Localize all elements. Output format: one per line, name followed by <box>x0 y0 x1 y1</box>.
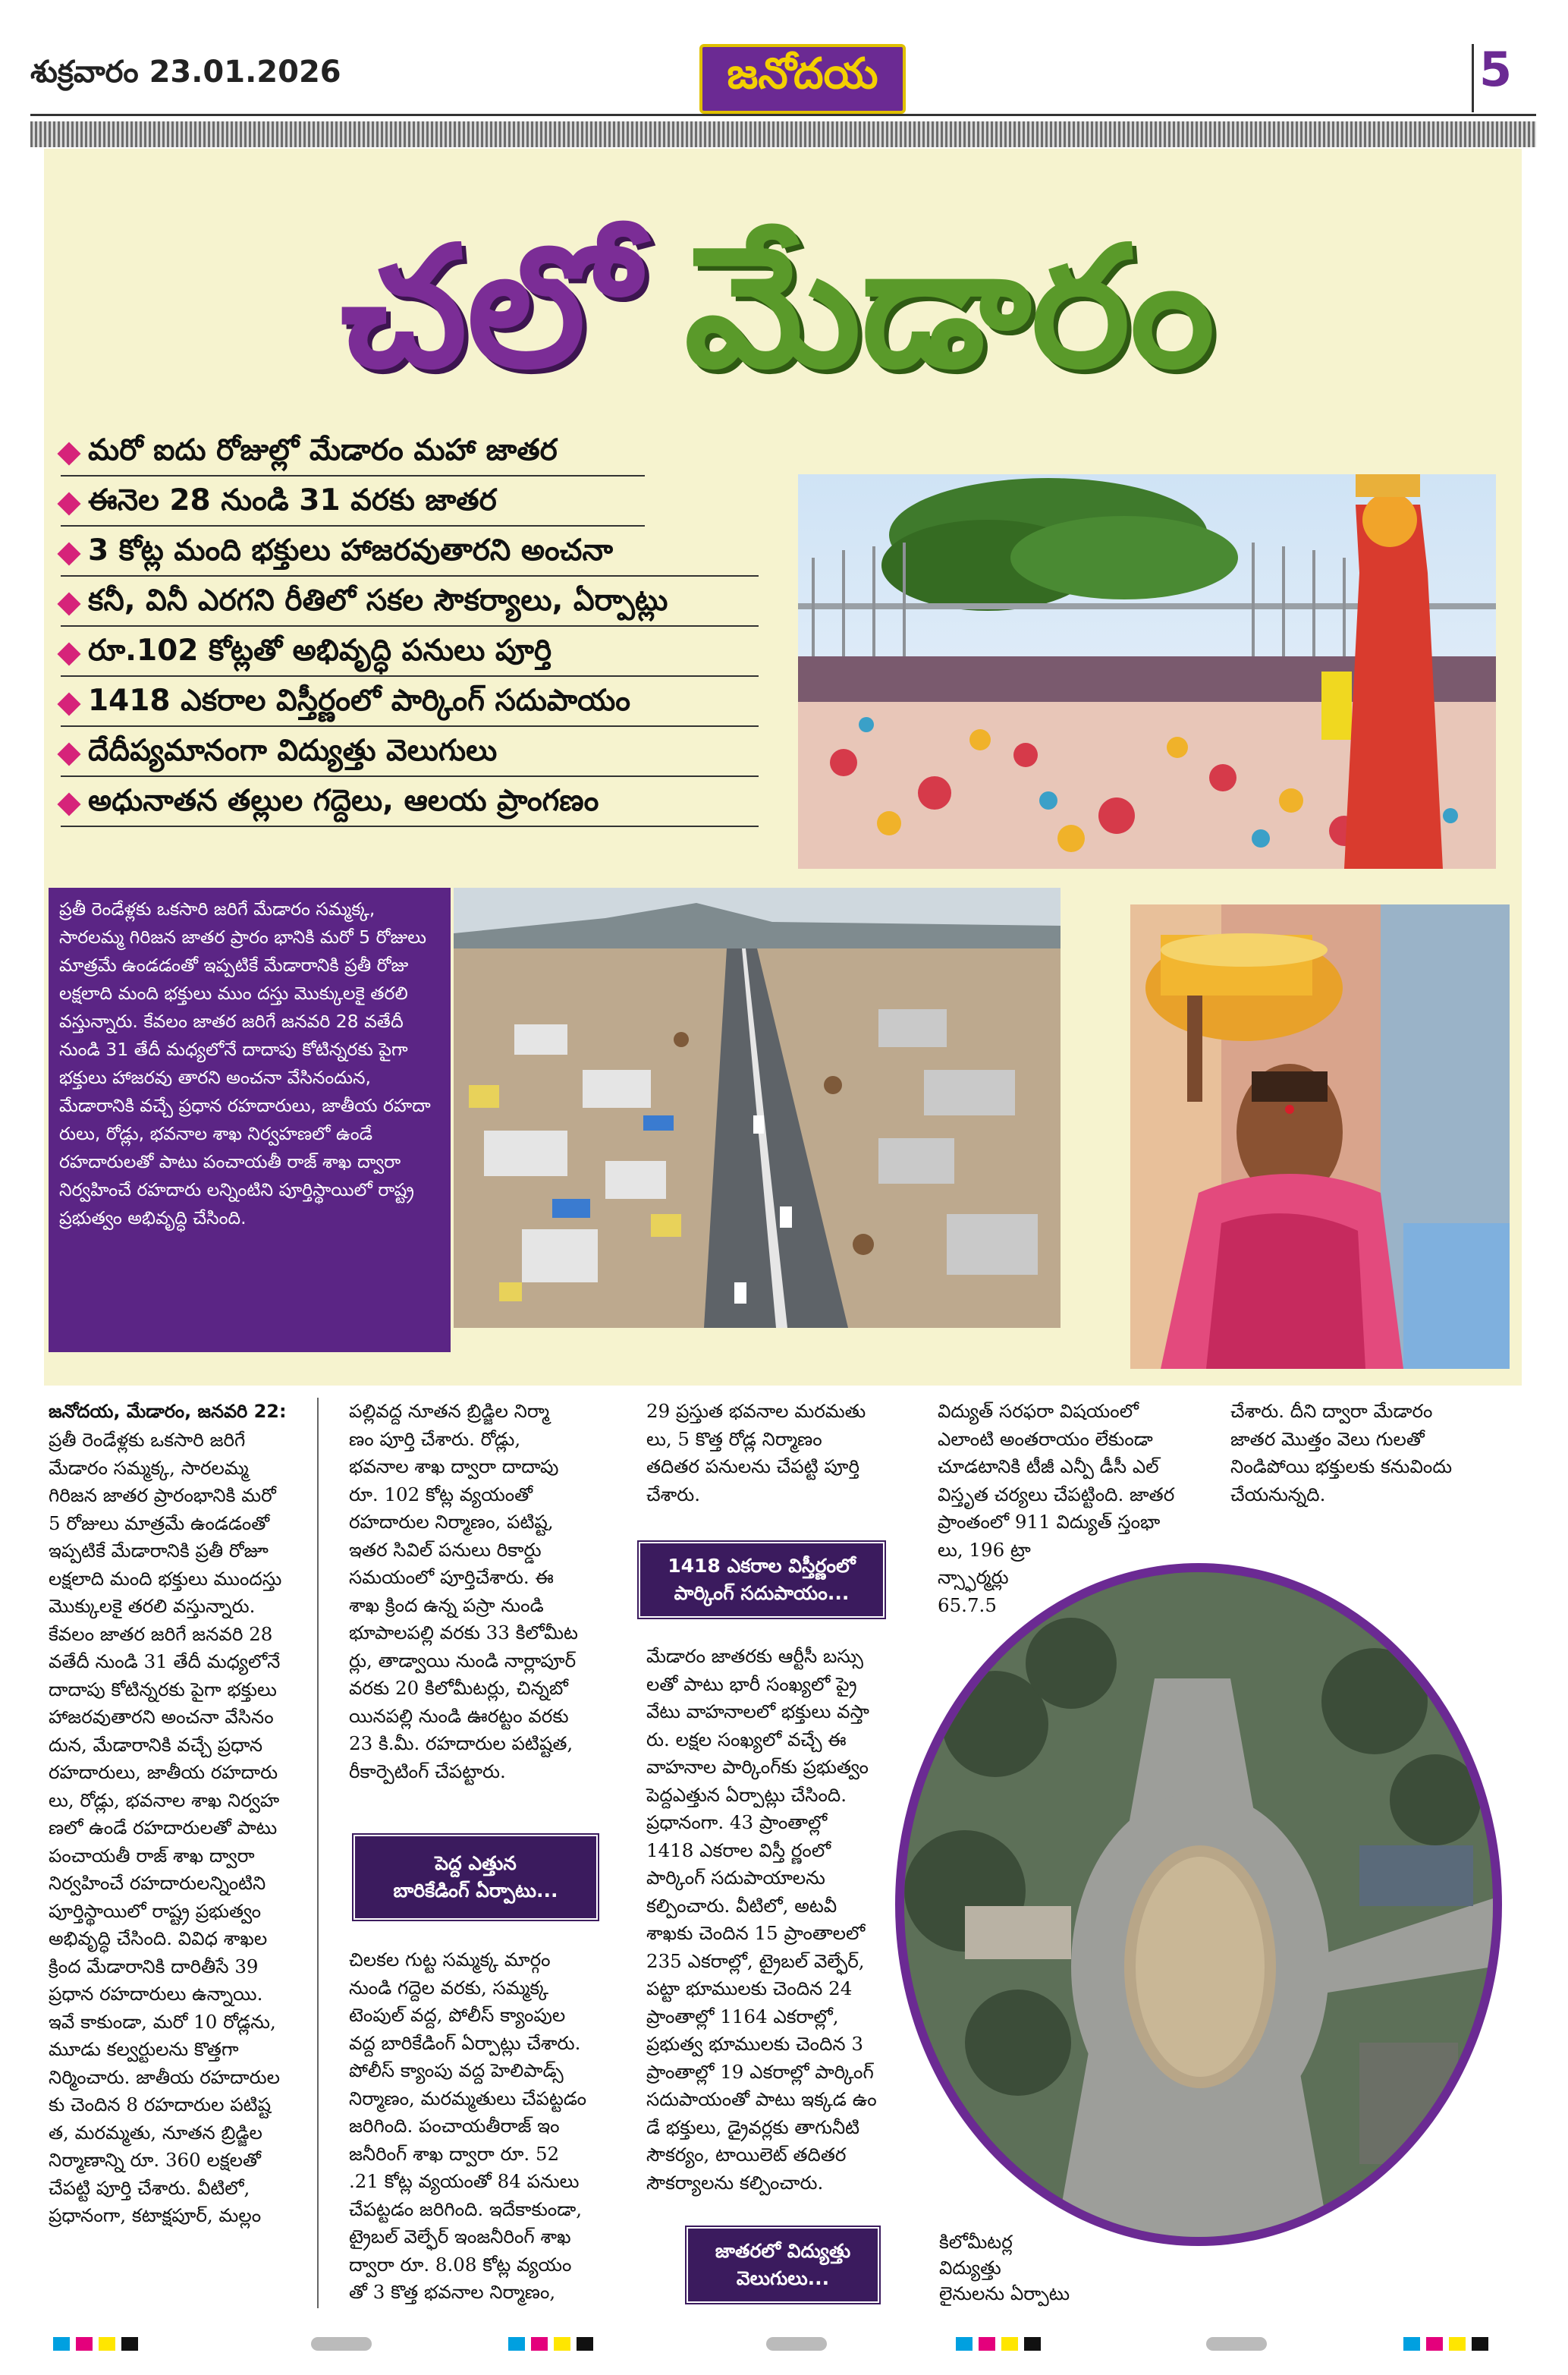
header-band <box>30 121 1536 147</box>
article-column-2b: చిలకల గుట్ట సమ్మక్క మార్గం నుండి గద్దెల వరకు, సమ్మక్క టెంపుల్ వద్ద, పోలీస్ క్యాంపుల వద్ద బారికేడింగ్ ఏర్పాట్లు చేశారు. పోలీస్ క్యాంపు వద్ద హెలిపాడ్స్ నిర్మాణం, మరమ్మతులు చేపట్టడం జరిగింది. పంచాయతీరాజ్ ఇం జనీరింగ్ శాఖ ద్వారా రూ. 52 .21 కోట్ల వ్యయంతో 84 పనులు చేపట్టడం జరిగింది. ఇదేకాకుండా, ట్రైబల్ వెల్ఫేర్ ఇంజనీరింగ్ శాఖ ద్వారా రూ. 8.08 కోట్ల వ్యయం తో 3 కొత్త భవనాల నిర్మాణం, <box>349 1949 587 2303</box>
diamond-bullet-icon <box>57 442 80 465</box>
highlight-item: రూ.102 కోట్లతో అభివృద్ధి పనులు పూర్తి <box>61 633 759 677</box>
highlight-item: మరో ఐదు రోజుల్లో మేడారం మహా జాతర <box>61 433 645 477</box>
column-divider <box>317 1398 319 2308</box>
print-registration-marks <box>23 2337 1540 2352</box>
circle-photo-caption: కిలోమీటర్ల విద్యుత్తు లైనులను ఏర్పాటు <box>939 2231 1070 2304</box>
highlight-item: 1418 ఎకరాల విస్తీర్ణంలో పార్కింగ్ సదుపాయం <box>61 683 759 727</box>
diamond-bullet-icon <box>57 692 80 716</box>
devotee-photo <box>1130 904 1510 1369</box>
diamond-bullet-icon <box>57 492 80 515</box>
diamond-bullet-icon <box>57 642 80 665</box>
page-number: 5 <box>1479 42 1513 97</box>
article-column-4: విద్యుత్ సరఫరా విషయంలో ఎలాంటి అంతరాయం లేకుండా చూడటానికి టీజీ ఎన్పీ డీసీ ఎల్ విస్తృత చర్యలు చేపట్టింది. జాతర ప్రాంతంలో 911 విద్యుత్ స్తంభా లు, 196 ట్రా న్స్ఫార్మర్లు 65.7.5 <box>938 1400 1175 1616</box>
article-column-1: ప్రతీ రెండేళ్లకు ఒకసారి జరిగే మేడారం సమ్మక్క, సారలమ్మ గిరిజన జాతర ప్రారంభానికి మరో 5 రోజులు మాత్రమే ఉండడంతో ఇప్పటికే మేడారానికి ప్రతీ రోజూ లక్షలాది మంది భక్తులు ముందస్తు మొక్కులకై తరలి వస్తున్నారు. కేవలం జాతర జరిగే జనవరి 28 వతేదీ నుండి 31 తేదీ మధ్యలోనే దాదాపు కోటిన్నరకు పైగా భక్తులు హాజరవుతారని అంచనా వేసినం దున, మేడారానికి వచ్చే ప్రధాన రహదారులు, జాతీయ రహదారు లు, రోడ్లు, భవనాల శాఖ నిర్వహ ణలో ఉండే రహదారులతో పాటు పంచాయతీ రాజ్ శాఖ ద్వారా నిర్వహించే రహదారులన్నింటిని పూర్తిస్థాయిలో రాష్ట్ర ప్రభుత్వం అభివృద్ధి చేసింది. వివిధ శాఖల క్రింద మేడారానికి దారితీసే 39 ప్రధాన రహదారులు ఉన్నాయి. ఇవే కాకుండా, మరో 10 రోడ్లను, మూడు కల్వర్టులను కొత్తగా నిర్మించారు. జాతీయ రహదారుల కు చెందిన 8 రహదారుల పటిష్ట త, మరమ్మతు, నూతన బ్రిడ్జిల నిర్మాణాన్ని రూ. 360 లక్షలతో చేపట్టి పూర్తి చేశారు. వీటిలో, ప్రధానంగా, కటాక్షపూర్, మల్లం <box>49 1429 282 2226</box>
diamond-bullet-icon <box>57 592 80 615</box>
diamond-bullet-icon <box>57 742 80 766</box>
newspaper-logo: జనోదయ <box>699 44 906 114</box>
roundabout-photo <box>895 1563 1502 2246</box>
diamond-bullet-icon <box>57 792 80 816</box>
subheading-parking: 1418 ఎకరాల విస్తీర్ణంలో పార్కింగ్ సదుపాయం... <box>639 1542 885 1618</box>
highlight-item: కనీ, వినీ ఎరగని రీతిలో సకల సౌకర్యాలు, ఏర్పాట్లు <box>61 583 759 627</box>
article-column-5: చేశారు. దీని ద్వారా మేడారం జాతర మొత్తం వెలు గులతో నిండిపోయి భక్తులకు కనువిందు చేయనున్నది. <box>1230 1400 1453 1505</box>
title-part-2: మేడారం <box>684 210 1215 404</box>
highlight-item: అధునాతన తల్లుల గద్దెలు, ఆలయ ప్రాంగణం <box>61 783 759 827</box>
header-rule <box>30 114 1536 116</box>
article-dateline: జనోదయ, మేడారం, జనవరి 22: <box>49 1401 287 1422</box>
subheading-barricading: పెద్ద ఎత్తున బారికేడింగ్ ఏర్పాటు... <box>354 1835 598 1920</box>
article-column-3b: మేడారం జాతరకు ఆర్టీసీ బస్సు లతో పాటు భారీ సంఖ్యలో ప్రై వేటు వాహనాలలో భక్తులు వస్తా రు. లక్షల సంఖ్యలో వచ్చే ఈ వాహనాల పార్కింగ్‌కు ప్రభుత్వం పెద్దఎత్తున ఏర్పాట్లు చేసింది. ప్రధానంగా. 43 ప్రాంతాల్లో 1418 ఎకరాల విస్తీ ర్ణంలో పార్కింగ్ సదుపాయాలను కల్పించారు. వీటిలో, అటవీ శాఖకు చెందిన 15 ప్రాంతాలలో 235 ఎకరాల్లో, ట్రైబల్ వెల్ఫేర్, పట్టా భూములకు చెందిన 24 ప్రాంతాల్లో 1164 ఎకరాల్లో, ప్రభుత్వ భూములకు చెందిన 3 ప్రాంతాల్లో 19 ఎకరాల్లో పార్కింగ్ సదుపాయంతో పాటు ఇక్కడ ఉం డే భక్తులు, డ్రైవర్లకు తాగునీటి సౌకర్యం, టాయిలెట్ తదితర సౌకర్యాలను కల్పించారు. <box>646 1645 877 2194</box>
temple-photo <box>798 474 1496 869</box>
highlight-item: దేదీప్యమానంగా విద్యుత్తు వెలుగులు <box>61 733 759 777</box>
header-divider <box>1472 44 1474 112</box>
issue-date: శుక్రవారం 23.01.2026 <box>30 55 341 90</box>
subheading-electricity: జాతరలో విద్యుత్తు వెలుగులు... <box>687 2227 879 2303</box>
diamond-bullet-icon <box>57 542 80 565</box>
intro-box: ప్రతీ రెండేళ్లకు ఒకసారి జరిగే మేడారం సమ్మక్క, సారలమ్మ గిరిజన జాతర ప్రారం భానికి మరో 5 రోజులు మాత్రమే ఉండడంతో ఇప్పటికే మేడారానికి ప్రతీ రోజు లక్షలాది మంది భక్తులు ముం దస్తు మొక్కులకై తరలి వస్తున్నారు. కేవలం జాతర జరిగే జనవరి 28 వతేదీ నుండి 31 తేదీ మధ్యలోనే దాదాపు కోటిన్నరకు పైగా భక్తులు హాజరవు తారని అంచనా వేసినందున, మేడారానికి వచ్చే ప్రధాన రహదారులు, జాతీయ రహదా రులు, రోడ్లు, భవనాల శాఖ నిర్వహణలో ఉండే రహదారులతో పాటు పంచాయతీ రాజ్ శాఖ ద్వారా నిర్వహించే రహదారు లన్నింటిని పూర్తిస్థాయిలో రాష్ట్ర ప్రభుత్వం అభివృద్ధి చేసింది. <box>49 888 451 1352</box>
highlight-item: ఈనెల 28 నుండి 31 వరకు జాతర <box>61 483 645 527</box>
article-column-2a: పల్లివద్ద నూతన బ్రిడ్జిల నిర్మా ణం పూర్తి చేశారు. రోడ్లు, భవనాల శాఖ ద్వారా దాదాపు రూ. 102 కోట్ల వ్యయంతో రహదారుల నిర్మాణం, పటిష్ట, ఇతర సివిల్ పనులు రికార్డు సమయంలో పూర్తిచేశారు. ఈ శాఖ క్రింద ఉన్న పస్రా నుండి భూపాలపల్లి వరకు 33 కిలోమీట ర్లు, తాడ్వాయి నుండి నార్లాపూర్ వరకు 20 కిలోమీటర్లు, చిన్నబో యినపల్లి నుండి ఊరట్టం వరకు 23 కి.మీ. రహదారుల పటిష్టత, రీకార్పెటింగ్ చేపట్టారు. <box>349 1400 578 1782</box>
article-column-3a: 29 ప్రస్తుత భవనాల మరమతు లు, 5 కొత్త రోడ్ల నిర్మాణం తదితర పనులను చేపట్టి పూర్తి చేశారు. <box>646 1400 866 1505</box>
title-part-1: చలో <box>340 210 639 404</box>
feature-title <box>114 210 1441 404</box>
highlight-item: 3 కోట్ల మంది భక్తులు హాజరవుతారని అంచనా <box>61 533 759 577</box>
aerial-road-photo <box>454 888 1061 1328</box>
